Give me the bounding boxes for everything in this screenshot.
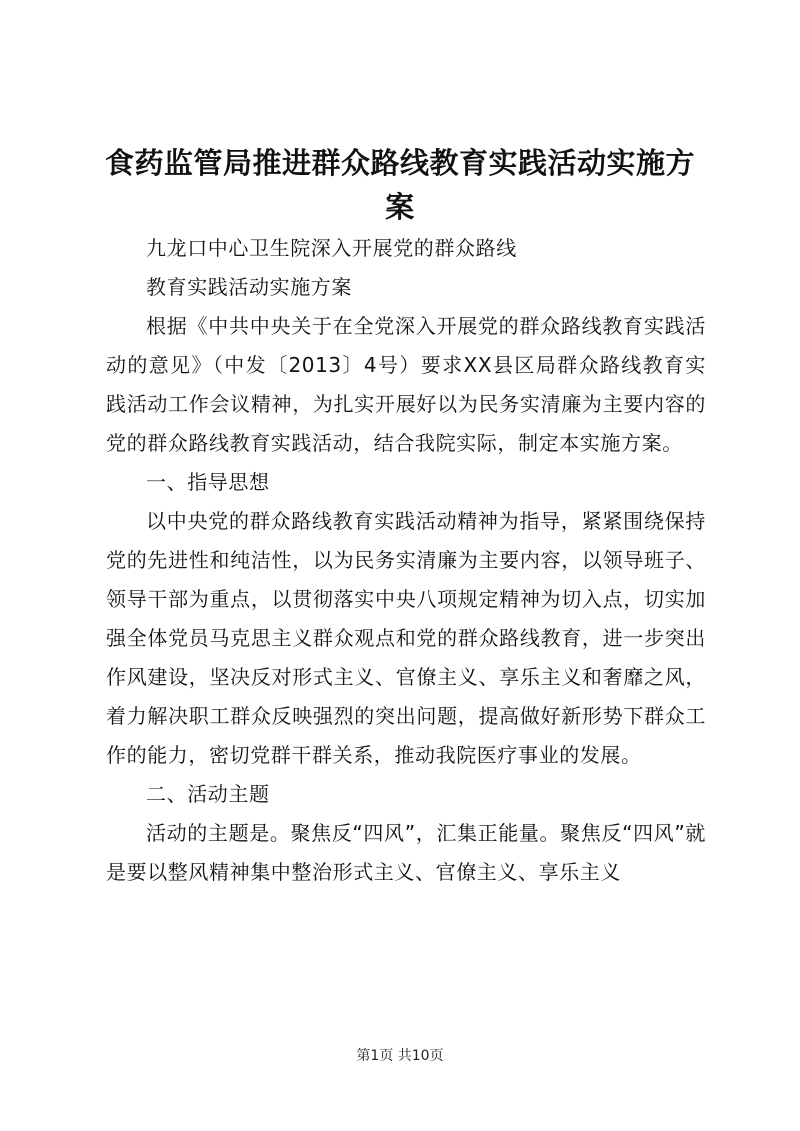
subtitle-line-1: 九龙口中心卫生院深入开展党的群众路线 <box>146 236 517 260</box>
section-heading-guiding-thought: 一、指导思想 <box>146 470 270 494</box>
page-number-footer: 第1页 共10页 <box>356 1048 444 1064</box>
document-body <box>106 229 706 892</box>
document-title: 食药监管局推进群众路线教育实践活动实施方案 <box>104 146 695 224</box>
intro-paragraph: 根据《中共中央关于在全党深入开展党的群众路线教育实践活动的意见》（中发〔2013〕4号）要求XX县区局群众路线教育实践活动工作会议精神，为扎实开展好以为民务实清廉为主要内容的党的群众路线教育实践活动，结合我院实际，制定本实施方案。 <box>106 314 706 455</box>
guiding-thought-paragraph: 以中央党的群众路线教育实践活动精神为指导，紧紧围绕保持党的先进性和纯洁性，以为民务实清廉为主要内容，以领导班子、领导干部为重点，以贯彻落实中央八项规定精神为切入点，切实加强全体党员马克思主义群众观点和党的群众路线教育，进一步突出作风建设，坚决反对形式主义、官僚主义、享乐主义和奢靡之风，着力解决职工群众反映强烈的突出问题，提高做好新形势下群众工作的能力，密切党群干群关系，推动我院医疗事业的发展。 <box>106 509 706 767</box>
activity-theme-paragraph: 活动的主题是。聚焦反“四风”，汇集正能量。聚焦反“四风”就是要以整风精神集中整治形式主义、官僚主义、享乐主义 <box>106 821 706 884</box>
subtitle-line-2: 教育实践活动实施方案 <box>146 275 352 299</box>
section-heading-activity-theme: 二、活动主题 <box>146 782 270 806</box>
